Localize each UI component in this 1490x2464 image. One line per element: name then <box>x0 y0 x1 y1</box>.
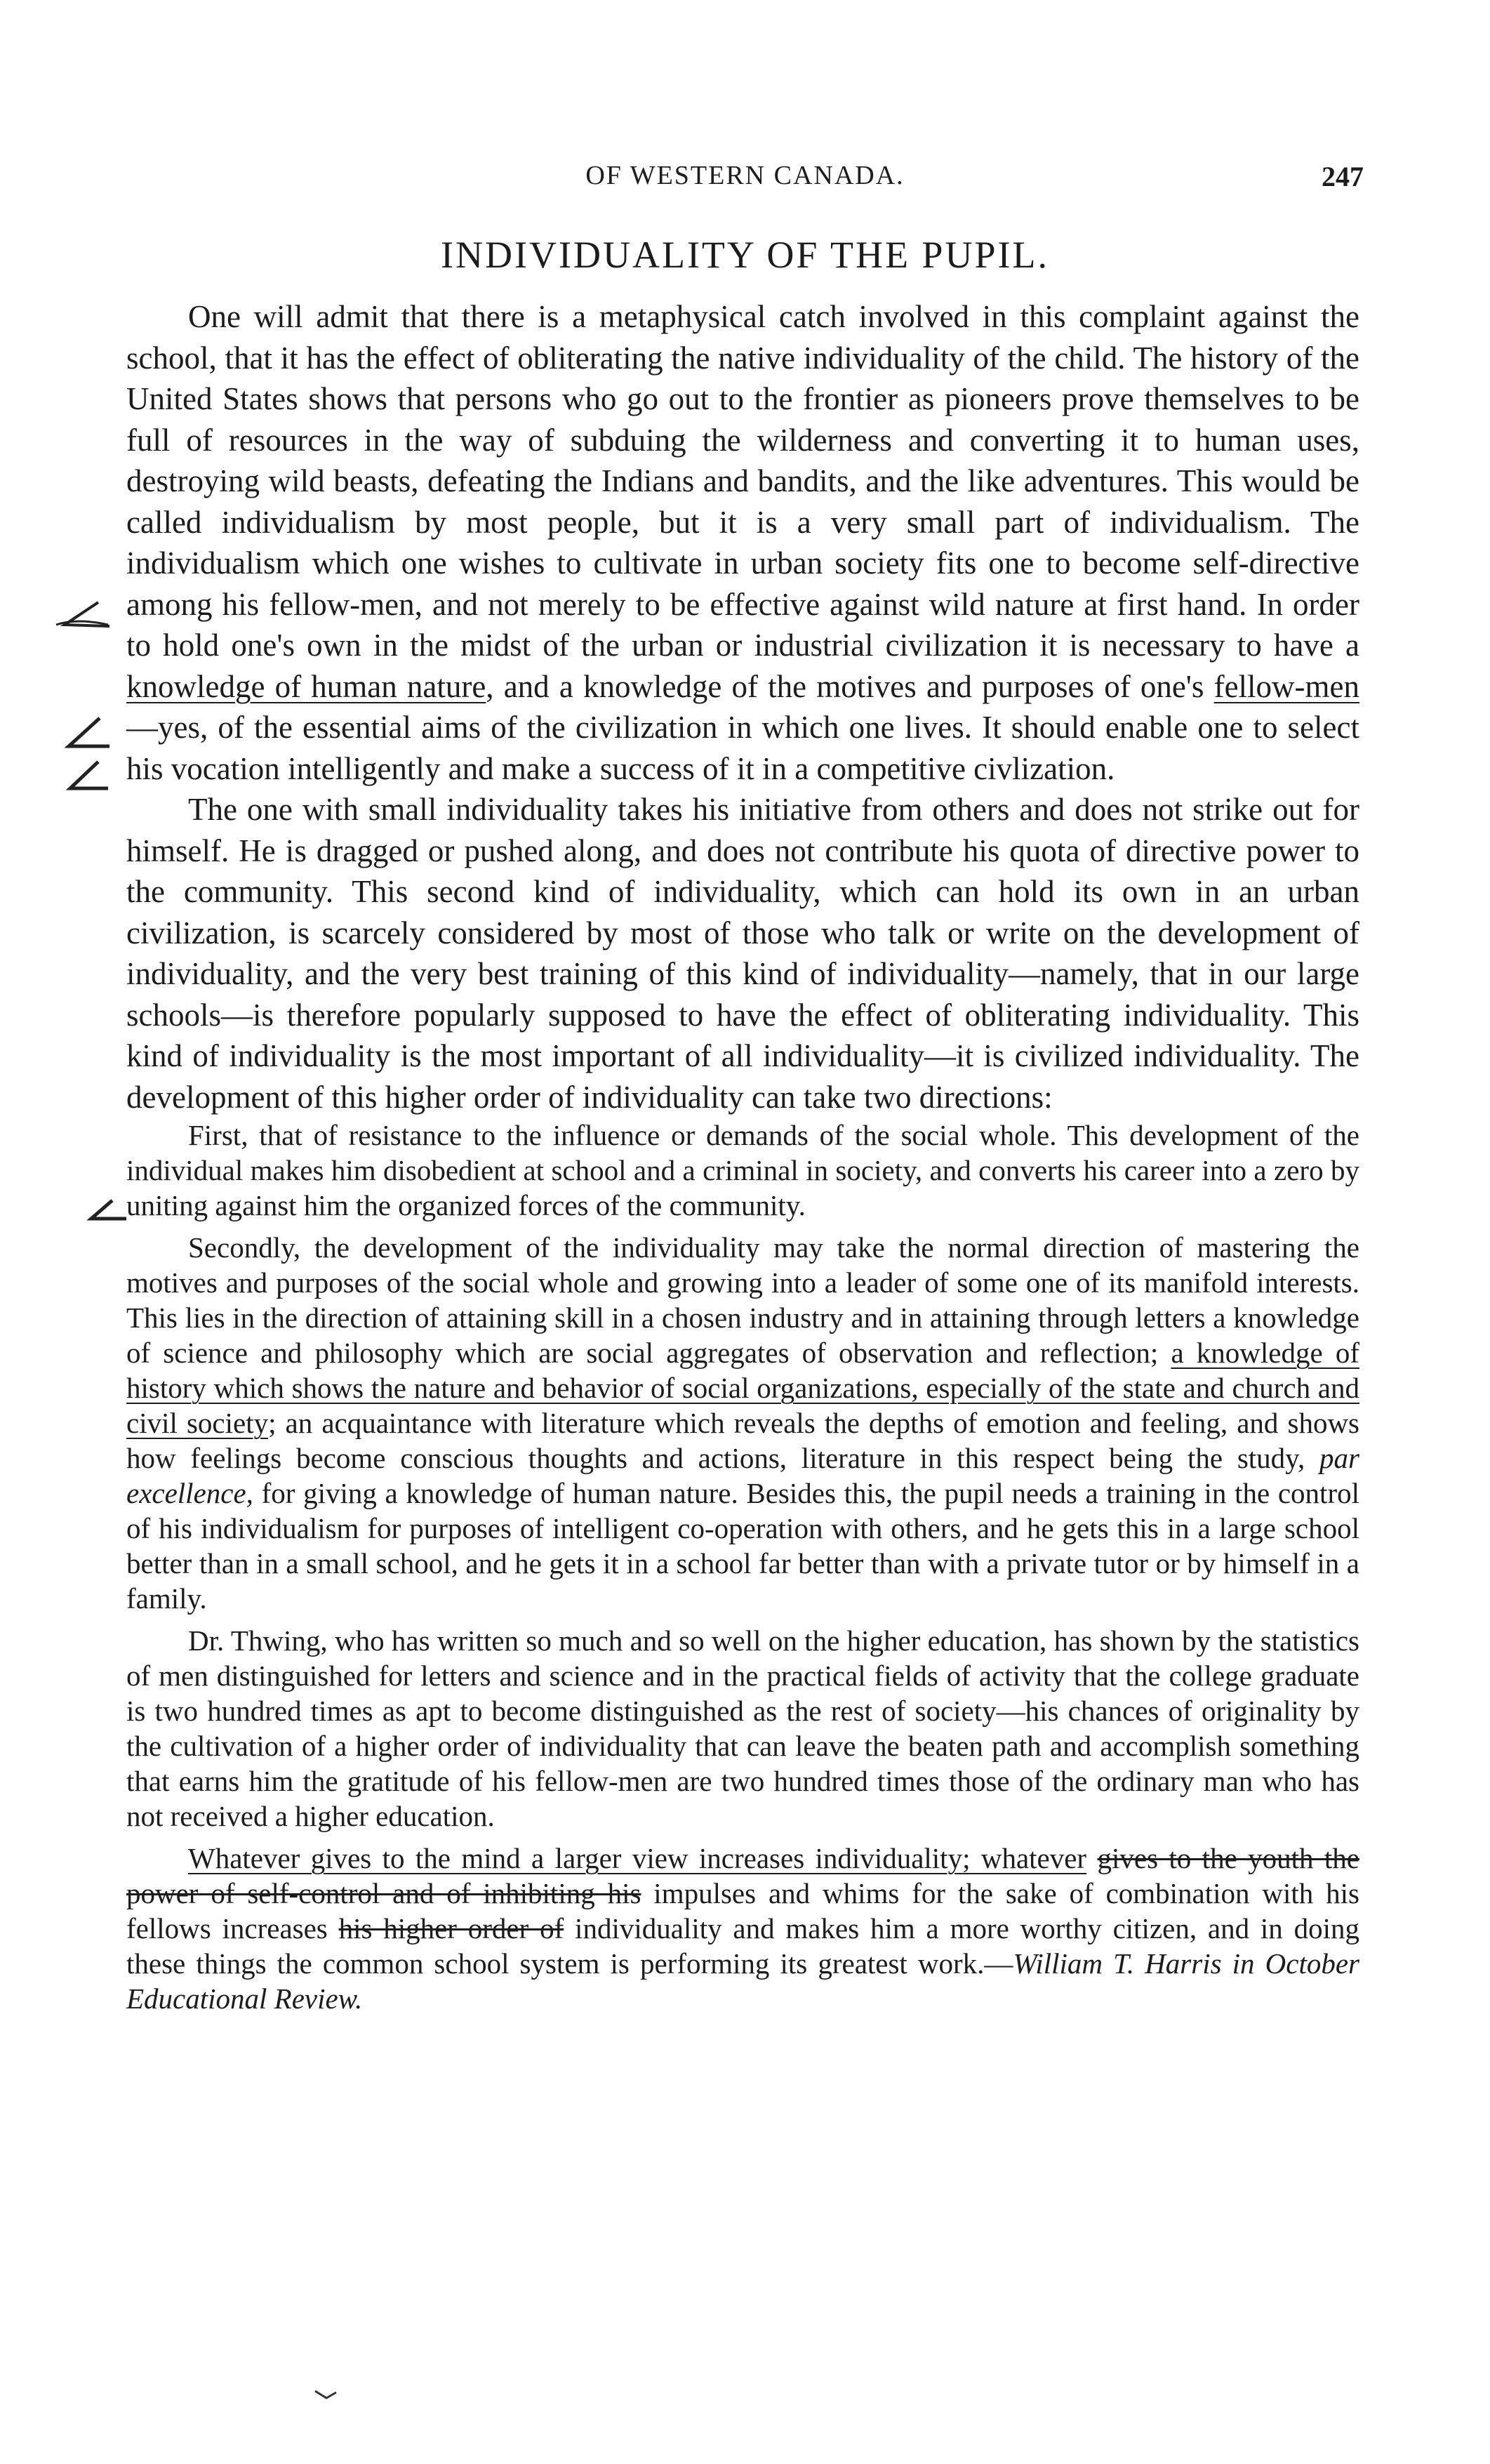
paragraph-6-text: impulses and whims for the sake of combination with his fellows increases <box>126 1877 1359 1945</box>
paragraph-4 <box>126 1230 1359 1616</box>
struck-through-text: his higher order of <box>338 1912 564 1945</box>
paragraph-2: The one with small individuality takes his initiative from others and does not strike out for himself. He is dragged or pushed along, and does not contribute his quota of directive power to the community. This second kind of individuality, which can hold its own in an urban civilization, is scarcely considered by most of those who talk or write on the development of individuality, and the very best training of this kind of individuality—namely, that in our large schools—is therefore popularly supposed to have the effect of obliterating individuality. This kind of individuality is the most important of all individuality—it is civilized individuality. The development of this higher order of individuality can take two directions: <box>126 792 1359 1115</box>
paragraph-6-text: individuality and makes him a more worthy citizen, and in doing these things the common school system is performing its greatest work.— <box>126 1912 1360 1980</box>
margin-check-mark <box>49 597 112 639</box>
margin-check-mark <box>49 713 112 755</box>
page-header <box>126 160 1364 202</box>
underlined-text: knowledge of human nature <box>126 668 486 704</box>
underlined-text: Whatever gives to the mind a larger view increases individuality; whatever <box>188 1842 1087 1874</box>
underlined-text: a knowledge of history which shows the nature and behavior of social organizations, especially of the state and church and civil society <box>126 1337 1360 1439</box>
paragraph-5: Dr. Thwing, who has written so much and so well on the higher education, has shown by the statistics of men distinguished for letters and science and in the practical fields of activity that the college graduate is two hundred times as apt to become distinguished as the rest of society—his chances of originality by the cultivation of a higher order of individuality that can leave the beaten path and accomplish something that earns him the gratitude of his fellow-men are two hundred times those of the ordinary man who has not received a higher education. <box>126 1624 1359 1832</box>
underlined-text: fellow-men <box>1213 668 1359 704</box>
paragraph-1 <box>126 296 1359 789</box>
paragraph-4-text: Secondly, the development of the individuality may take the normal direction of mastering the motives and purposes of the social whole and growing into a leader of some one of its manifold interests. This lies in the direction of attaining skill in a chosen industry and in attaining through letters a knowledge of science and philosophy which are social aggregates of observation and reflection; <box>126 1231 1359 1369</box>
article-title: INDIVIDUALITY OF THE PUPIL. <box>441 234 1049 276</box>
paragraph-3: First, that of resistance to the influence or demands of the social whole. This development of the individual makes him disobedient at school and a criminal in society, and converts his career into a zero by uniting against him the organized forces of the community. <box>126 1119 1359 1221</box>
paragraph-6 <box>126 1841 1359 2016</box>
citation: William T. Harris in October Educational Review. <box>126 1947 1359 2015</box>
italic-text: par excellence, <box>126 1442 1359 1509</box>
paragraph-1-text: —yes, of the essential aims of the civilization in which one lives. It should enable one to select his vocation intelligently and make a success of it in a competitive civlization. <box>126 710 1359 786</box>
running-head: OF WESTERN CANADA. <box>585 161 905 190</box>
page-number: 247 <box>1322 161 1364 192</box>
article-body <box>126 296 1359 2016</box>
paragraph-1-text: One will admit that there is a metaphysical catch involved in this complaint against the school, that it has the effect of obliterating the native individuality of the child. The history of the United States shows that persons who go out to the frontier as pioneers prove themselves to be full of resources in the way of subduing the wilderness and converting it to human uses, destroying wild beasts, defeating the Indians and bandits, and the like adventures. This would be called individualism by most people, but it is a very small part of individualism. The individualism which one wishes to cultivate in urban society fits one to become self-directive among his fellow-men, and not merely to be effective against wild nature at first hand. In order to hold one's own in the midst of the urban or industrial civilization it is necessary to have a <box>126 299 1359 663</box>
paragraph-1-text: , and a knowledge of the motives and purposes of one's <box>486 668 1214 704</box>
struck-through-text: gives to the youth the power of self-control and of inhibiting his <box>126 1842 1359 1909</box>
paragraph-4-text: for giving a knowledge of human nature. Besides this, the pupil needs a training in the control of his individualism for purposes of intelligent co-operation with others, and he gets this in a large school better than in a small school, and he gets it in a school far better than with a private tutor or by himself in a family. <box>126 1477 1359 1615</box>
stray-pen-mark <box>312 2387 340 2401</box>
paragraph-4-text: ; an acquaintance with literature which reveals the depths of emotion and feeling, and shows how feelings become conscious thoughts and actions, literature in this respect being the study, <box>126 1407 1360 1474</box>
margin-check-mark <box>49 755 112 797</box>
